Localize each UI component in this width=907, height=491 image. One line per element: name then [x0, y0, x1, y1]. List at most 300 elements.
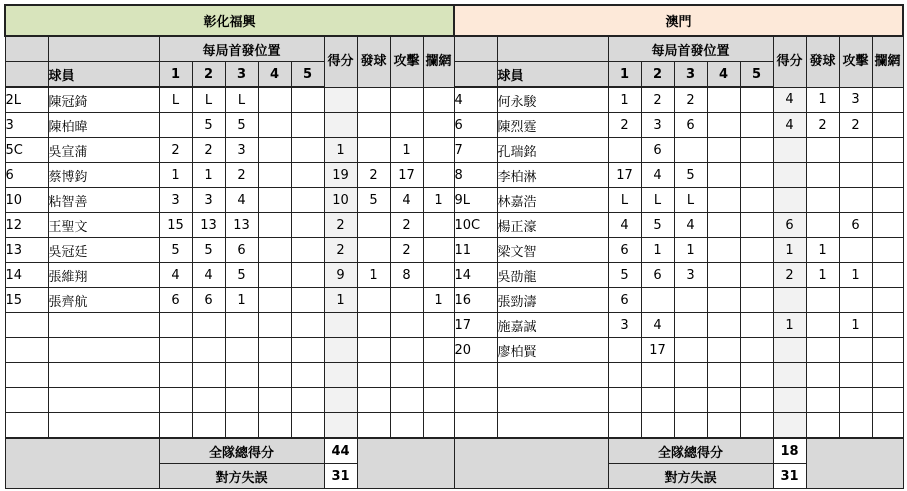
round-position — [258, 338, 291, 363]
round-position: L — [192, 87, 225, 113]
round-position — [192, 338, 225, 363]
score-cell: 10 — [324, 188, 357, 213]
attack-cell — [390, 288, 423, 313]
round-position — [740, 163, 773, 188]
team-table-changhua — [4, 4, 455, 489]
round-position — [740, 87, 773, 113]
player-row — [5, 363, 454, 388]
attack-cell: 6 — [839, 213, 872, 238]
round-position: 5 — [225, 263, 258, 288]
round-position: 15 — [159, 213, 192, 238]
round-position: L — [674, 188, 707, 213]
round-position: 4 — [225, 188, 258, 213]
header-round: 2 — [192, 62, 225, 88]
round-position: 6 — [159, 288, 192, 313]
round-position: 4 — [641, 163, 674, 188]
round-position — [225, 388, 258, 413]
round-position — [159, 338, 192, 363]
header-row — [454, 36, 903, 62]
round-position: 6 — [641, 138, 674, 163]
block-cell — [872, 188, 903, 213]
serve-cell — [806, 213, 839, 238]
player-number — [454, 363, 497, 388]
block-cell — [872, 413, 903, 439]
round-position: L — [159, 87, 192, 113]
header-round: 5 — [740, 62, 773, 88]
header-blank — [497, 36, 608, 62]
player-name — [48, 338, 159, 363]
score-cell — [773, 388, 806, 413]
attack-cell: 2 — [390, 238, 423, 263]
round-position — [674, 313, 707, 338]
header-player: 球員 — [48, 62, 159, 88]
serve-cell — [806, 288, 839, 313]
header-round: 1 — [608, 62, 641, 88]
block-cell — [423, 313, 454, 338]
player-name — [497, 388, 608, 413]
round-position: 4 — [641, 313, 674, 338]
player-number: 7 — [454, 138, 497, 163]
round-position — [707, 87, 740, 113]
round-position: 6 — [608, 288, 641, 313]
round-position: 2 — [674, 87, 707, 113]
round-position — [740, 338, 773, 363]
round-position: 5 — [674, 163, 707, 188]
round-position — [225, 413, 258, 439]
round-position: 6 — [192, 288, 225, 313]
round-position — [707, 163, 740, 188]
round-position — [740, 238, 773, 263]
block-cell — [872, 138, 903, 163]
player-number: 3 — [5, 113, 48, 138]
block-cell — [872, 113, 903, 138]
round-position — [258, 313, 291, 338]
round-position: 13 — [225, 213, 258, 238]
round-position — [608, 338, 641, 363]
round-position — [674, 138, 707, 163]
round-position — [707, 338, 740, 363]
player-row — [454, 388, 903, 413]
player-number: 16 — [454, 288, 497, 313]
round-position — [225, 363, 258, 388]
round-position — [291, 138, 324, 163]
score-cell — [324, 113, 357, 138]
score-cell — [324, 338, 357, 363]
round-position — [291, 413, 324, 439]
header-blank — [454, 62, 497, 88]
player-name — [48, 413, 159, 439]
player-row — [5, 413, 454, 439]
attack-cell — [390, 363, 423, 388]
attack-cell — [390, 413, 423, 439]
round-position — [740, 213, 773, 238]
round-position: 5 — [192, 238, 225, 263]
score-cell — [324, 413, 357, 439]
round-position: 5 — [192, 113, 225, 138]
player-row — [454, 188, 903, 213]
player-row — [5, 313, 454, 338]
round-position: 1 — [192, 163, 225, 188]
errors-label: 對方失誤 — [159, 464, 324, 489]
total-value: 44 — [324, 438, 357, 464]
round-position — [258, 113, 291, 138]
serve-cell — [357, 338, 390, 363]
round-position — [740, 363, 773, 388]
attack-cell — [390, 113, 423, 138]
round-position — [674, 338, 707, 363]
score-cell — [324, 87, 357, 113]
player-name: 陳冠錡 — [48, 87, 159, 113]
round-position — [608, 363, 641, 388]
serve-cell — [806, 163, 839, 188]
footer-blank — [357, 438, 454, 489]
block-cell — [423, 213, 454, 238]
round-position — [707, 263, 740, 288]
round-position — [707, 138, 740, 163]
header-attack: 攻擊 — [390, 36, 423, 87]
player-row — [454, 338, 903, 363]
attack-cell — [839, 163, 872, 188]
round-position: 5 — [608, 263, 641, 288]
errors-label: 對方失誤 — [608, 464, 773, 489]
footer-blank — [806, 438, 903, 489]
stats-table — [4, 4, 455, 489]
player-number: 2L — [5, 87, 48, 113]
score-cell — [324, 313, 357, 338]
attack-cell: 1 — [390, 138, 423, 163]
player-number — [5, 338, 48, 363]
round-position — [707, 113, 740, 138]
attack-cell — [839, 338, 872, 363]
round-position — [159, 363, 192, 388]
score-cell — [324, 363, 357, 388]
round-position — [258, 288, 291, 313]
attack-cell: 1 — [839, 313, 872, 338]
player-row — [454, 263, 903, 288]
header-round: 1 — [159, 62, 192, 88]
player-number: 8 — [454, 163, 497, 188]
serve-cell — [357, 113, 390, 138]
block-cell — [423, 238, 454, 263]
serve-cell — [806, 338, 839, 363]
score-cell: 1 — [324, 138, 357, 163]
round-position — [258, 213, 291, 238]
header-attack: 攻擊 — [839, 36, 872, 87]
player-number: 13 — [5, 238, 48, 263]
score-cell — [773, 413, 806, 439]
player-number: 6 — [5, 163, 48, 188]
round-position: 1 — [674, 238, 707, 263]
serve-cell — [357, 363, 390, 388]
attack-cell: 2 — [839, 113, 872, 138]
round-position — [707, 238, 740, 263]
round-position: 6 — [674, 113, 707, 138]
block-cell — [423, 138, 454, 163]
player-number: 6 — [454, 113, 497, 138]
team-table-macau — [453, 4, 904, 489]
player-name: 吳劭龍 — [497, 263, 608, 288]
header-position: 每局首發位置 — [159, 36, 324, 62]
player-name — [497, 413, 608, 439]
round-position: 3 — [225, 138, 258, 163]
header-serve: 發球 — [806, 36, 839, 87]
round-position: 4 — [159, 263, 192, 288]
round-position — [740, 288, 773, 313]
attack-cell — [839, 413, 872, 439]
player-number — [5, 388, 48, 413]
attack-cell: 2 — [390, 213, 423, 238]
attack-cell — [390, 388, 423, 413]
player-number: 12 — [5, 213, 48, 238]
attack-cell — [839, 363, 872, 388]
player-name: 蔡博鈞 — [48, 163, 159, 188]
round-position — [291, 238, 324, 263]
header-blank — [454, 36, 497, 62]
player-row — [454, 163, 903, 188]
round-position — [608, 413, 641, 439]
round-position — [159, 313, 192, 338]
score-cell: 9 — [324, 263, 357, 288]
header-round: 4 — [258, 62, 291, 88]
header-block: 攔網 — [423, 36, 454, 87]
round-position — [159, 113, 192, 138]
round-position — [258, 138, 291, 163]
round-position — [707, 213, 740, 238]
team-name: 彰化福興 — [5, 5, 454, 36]
serve-cell — [357, 313, 390, 338]
player-number: 14 — [454, 263, 497, 288]
round-position — [291, 263, 324, 288]
round-position: L — [225, 87, 258, 113]
player-row — [5, 163, 454, 188]
footer-blank — [454, 438, 608, 489]
block-cell — [872, 338, 903, 363]
player-name: 陳烈霆 — [497, 113, 608, 138]
round-position — [291, 338, 324, 363]
serve-cell: 1 — [806, 238, 839, 263]
player-number: 5C — [5, 138, 48, 163]
block-cell — [423, 363, 454, 388]
score-cell: 6 — [773, 213, 806, 238]
serve-cell — [357, 238, 390, 263]
team-name: 澳門 — [454, 5, 903, 36]
serve-cell — [357, 413, 390, 439]
round-position: 3 — [608, 313, 641, 338]
round-position — [641, 288, 674, 313]
round-position — [707, 313, 740, 338]
score-cell: 1 — [324, 288, 357, 313]
player-row — [5, 113, 454, 138]
total-label: 全隊總得分 — [159, 438, 324, 464]
player-name: 吳宣蒲 — [48, 138, 159, 163]
round-position: 5 — [641, 213, 674, 238]
player-number: 10 — [5, 188, 48, 213]
attack-cell — [390, 338, 423, 363]
score-cell: 2 — [324, 213, 357, 238]
header-block: 攔網 — [872, 36, 903, 87]
errors-value: 31 — [324, 464, 357, 489]
player-name: 粘智善 — [48, 188, 159, 213]
block-cell — [872, 288, 903, 313]
block-cell — [872, 213, 903, 238]
player-row — [5, 213, 454, 238]
serve-cell: 2 — [357, 163, 390, 188]
player-row — [454, 138, 903, 163]
round-position: 1 — [225, 288, 258, 313]
round-position: 3 — [674, 263, 707, 288]
player-number: 9L — [454, 188, 497, 213]
round-position: 17 — [608, 163, 641, 188]
round-position: 5 — [225, 113, 258, 138]
player-name: 施嘉誠 — [497, 313, 608, 338]
attack-cell: 17 — [390, 163, 423, 188]
round-position — [291, 313, 324, 338]
round-position: 5 — [159, 238, 192, 263]
score-cell — [773, 338, 806, 363]
player-name — [48, 363, 159, 388]
round-position — [740, 113, 773, 138]
round-position — [674, 413, 707, 439]
block-cell — [423, 113, 454, 138]
player-number — [454, 413, 497, 439]
block-cell — [872, 363, 903, 388]
player-row — [5, 87, 454, 113]
block-cell: 1 — [423, 288, 454, 313]
serve-cell: 5 — [357, 188, 390, 213]
score-cell — [324, 388, 357, 413]
serve-cell — [806, 388, 839, 413]
round-position — [192, 363, 225, 388]
round-position — [291, 363, 324, 388]
player-name: 廖柏賢 — [497, 338, 608, 363]
player-name: 孔瑞銘 — [497, 138, 608, 163]
round-position — [258, 238, 291, 263]
player-name: 何永駿 — [497, 87, 608, 113]
round-position: 6 — [225, 238, 258, 263]
player-number: 17 — [454, 313, 497, 338]
round-position — [641, 363, 674, 388]
serve-cell — [357, 288, 390, 313]
player-name: 張維翔 — [48, 263, 159, 288]
round-position — [291, 87, 324, 113]
serve-cell: 1 — [357, 263, 390, 288]
block-cell: 1 — [423, 188, 454, 213]
header-player: 球員 — [497, 62, 608, 88]
round-position — [740, 263, 773, 288]
player-name: 陳柏暐 — [48, 113, 159, 138]
round-position — [159, 388, 192, 413]
round-position — [192, 313, 225, 338]
player-name: 吳冠廷 — [48, 238, 159, 263]
round-position: 4 — [674, 213, 707, 238]
player-row — [5, 388, 454, 413]
player-number — [5, 363, 48, 388]
round-position — [740, 138, 773, 163]
serve-cell: 1 — [806, 263, 839, 288]
score-cell: 19 — [324, 163, 357, 188]
score-cell: 2 — [773, 263, 806, 288]
player-name: 楊正濠 — [497, 213, 608, 238]
attack-cell — [839, 188, 872, 213]
attack-cell — [839, 388, 872, 413]
block-cell — [423, 87, 454, 113]
score-cell — [773, 188, 806, 213]
round-position — [608, 388, 641, 413]
round-position — [740, 388, 773, 413]
round-position — [674, 363, 707, 388]
attack-cell — [839, 138, 872, 163]
title-row — [454, 5, 903, 36]
player-number: 14 — [5, 263, 48, 288]
header-round: 5 — [291, 62, 324, 88]
header-blank — [5, 62, 48, 88]
score-cell: 4 — [773, 113, 806, 138]
round-position — [674, 288, 707, 313]
header-round: 3 — [674, 62, 707, 88]
player-row — [5, 263, 454, 288]
round-position — [707, 413, 740, 439]
serve-cell — [357, 213, 390, 238]
header-serve: 發球 — [357, 36, 390, 87]
player-number: 15 — [5, 288, 48, 313]
player-row — [454, 238, 903, 263]
attack-cell — [390, 87, 423, 113]
round-position: 6 — [641, 263, 674, 288]
round-position — [707, 363, 740, 388]
round-position — [291, 163, 324, 188]
score-cell — [773, 163, 806, 188]
round-position — [641, 413, 674, 439]
player-number — [5, 413, 48, 439]
header-round: 4 — [707, 62, 740, 88]
round-position — [258, 413, 291, 439]
round-position — [192, 388, 225, 413]
player-row — [5, 188, 454, 213]
footer-blank — [5, 438, 159, 489]
header-row — [5, 36, 454, 62]
player-name: 林嘉浩 — [497, 188, 608, 213]
total-value: 18 — [773, 438, 806, 464]
player-row — [5, 138, 454, 163]
attack-cell: 8 — [390, 263, 423, 288]
round-position: 1 — [641, 238, 674, 263]
attack-cell — [839, 288, 872, 313]
serve-cell — [357, 87, 390, 113]
block-cell — [872, 388, 903, 413]
round-position: 17 — [641, 338, 674, 363]
block-cell — [872, 238, 903, 263]
round-position: 3 — [192, 188, 225, 213]
player-name — [48, 388, 159, 413]
title-row — [5, 5, 454, 36]
total-row — [5, 438, 454, 464]
player-name: 王聖文 — [48, 213, 159, 238]
block-cell — [872, 263, 903, 288]
total-label: 全隊總得分 — [608, 438, 773, 464]
player-number: 11 — [454, 238, 497, 263]
round-position: 6 — [608, 238, 641, 263]
round-position — [258, 363, 291, 388]
score-cell: 1 — [773, 313, 806, 338]
score-cell: 2 — [324, 238, 357, 263]
round-position — [674, 388, 707, 413]
serve-cell — [806, 313, 839, 338]
block-cell — [423, 413, 454, 439]
round-position — [291, 288, 324, 313]
round-position — [258, 163, 291, 188]
team-body — [454, 5, 903, 489]
block-cell — [872, 163, 903, 188]
